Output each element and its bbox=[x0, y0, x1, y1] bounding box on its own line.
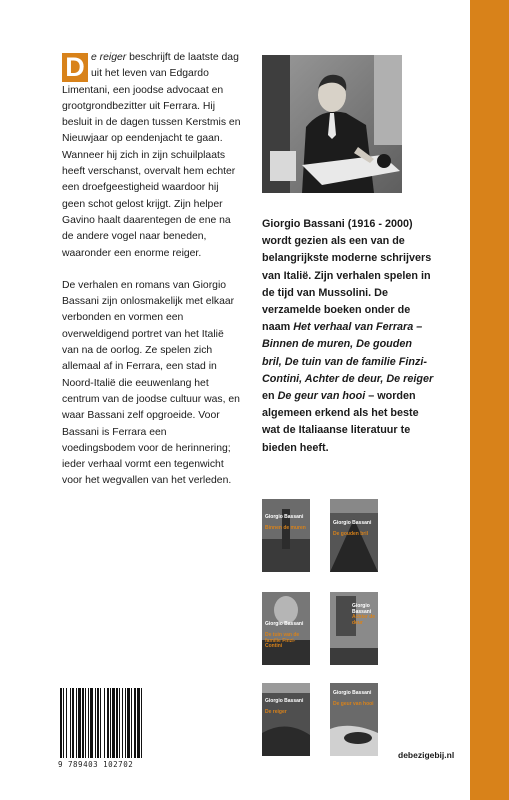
barcode-bar bbox=[125, 688, 126, 758]
barcode-bar bbox=[110, 688, 111, 758]
author-portrait bbox=[262, 55, 402, 193]
barcode-bar bbox=[72, 688, 74, 758]
barcode-bar bbox=[116, 688, 118, 758]
barcode-bar bbox=[82, 688, 84, 758]
barcode-bar bbox=[90, 688, 93, 758]
barcode-bar bbox=[100, 688, 101, 758]
author-bio bbox=[262, 216, 434, 457]
barcode-bar bbox=[76, 688, 77, 758]
intro-paragraph bbox=[62, 50, 242, 262]
barcode-bar bbox=[95, 688, 96, 758]
barcode-bar bbox=[78, 688, 81, 758]
barcode-bar bbox=[107, 688, 109, 758]
description-column bbox=[62, 50, 242, 490]
bio-text-2: en bbox=[262, 390, 278, 403]
cover-title: De geur van hooi bbox=[333, 701, 374, 707]
cover-title: De gouden bril bbox=[333, 531, 368, 537]
barcode-bar bbox=[127, 688, 130, 758]
bio-book-series: Het verhaal van Ferrara – Binnen de muren, De gouden bril, De tuin van de familie Finzi-Contini, Achter de deur, De reiger bbox=[262, 321, 434, 385]
barcode-bar bbox=[104, 688, 105, 758]
cover-author: Giorgio Bassani bbox=[333, 690, 372, 696]
barcode-bar bbox=[141, 688, 142, 758]
bio-text-1: Giorgio Bassani (1916 - 2000) wordt gezien als een van de belangrijkste moderne schrijvers van Italië. Zijn verhalen spelen in de tijd van Mussolini. De verzamelde boeken onder de naam bbox=[262, 218, 432, 334]
body-paragraph: De verhalen en romans van Giorgio Bassani zijn onlosmakelijk met elkaar verbonden en vormen een overweldigend portret van het Italië van na de oorlog. Ze spelen zich allemaal af in Ferrara, een stad in Noord-Italië die eeuwenlang het centrum van de joodse cultuur was, en waar Bassani zelf opgroeide. Voor Bassani is Ferrara een voedingsbodem voor de herinnering; ieder verhaal vormt een tegenwicht voor het wegvallen van het verleden. bbox=[62, 279, 240, 487]
cover-author: Giorgio Bassani bbox=[333, 520, 372, 526]
cover-photo bbox=[262, 592, 310, 665]
barcode-bar bbox=[119, 688, 120, 758]
barcode-bar bbox=[134, 688, 136, 758]
cover-title: De tuin van de familie Finzi-Contini bbox=[265, 632, 300, 649]
barcode-bar bbox=[88, 688, 89, 758]
cover-title: Binnen de muren bbox=[265, 525, 306, 531]
barcode-bar bbox=[66, 688, 67, 758]
cover-title: Achter de deur bbox=[352, 614, 376, 626]
cover-photo bbox=[262, 499, 310, 572]
cover-author: Giorgio Bassani bbox=[265, 514, 304, 520]
isbn-number: 9 789403 102702 bbox=[58, 760, 134, 769]
drop-cap: D bbox=[62, 53, 88, 82]
cover-author: Giorgio Bassani bbox=[352, 603, 372, 615]
cover-photo bbox=[262, 683, 310, 756]
book-cover bbox=[330, 592, 378, 665]
barcode-bar bbox=[63, 688, 64, 758]
barcode-bar bbox=[60, 688, 62, 758]
barcode-bar bbox=[122, 688, 123, 758]
barcode-bar bbox=[112, 688, 115, 758]
book-cover bbox=[262, 499, 310, 572]
book-cover bbox=[330, 683, 378, 756]
intro-text: beschrijft de laatste dag uit het leven van Edgardo Limentani, een joodse advocaat en grootgrondbezitter uit Ferrara. Hij besluit in de dagen tussen Kerstmis en Nieuwjaar op eendenjacht te gaan. Wanneer hij zich in zijn schuilplaats heeft verschanst, overvalt hem echter een droefgeestigheid waardoor hij geen schot gelost krijgt. Zijn helper Gavino haalt daarentegen de ene na de andere vogel naar beneden, waaronder een enorme reiger. bbox=[62, 52, 241, 259]
book-cover bbox=[262, 683, 310, 756]
cover-title: De reiger bbox=[265, 709, 287, 715]
publisher-url: debezigebij.nl bbox=[398, 750, 455, 760]
barcode-bar bbox=[137, 688, 140, 758]
bio-book-hooi: De geur van hooi bbox=[277, 390, 366, 403]
book-title-italic: e reiger bbox=[91, 52, 127, 63]
book-cover bbox=[262, 592, 310, 665]
barcode bbox=[58, 688, 178, 758]
author-photo-illustration bbox=[262, 55, 402, 193]
bio-text-3: – worden algemeen erkend als het beste wat de Italiaanse literatuur te bieden heeft. bbox=[262, 390, 419, 454]
cover-author: Giorgio Bassani bbox=[265, 698, 304, 704]
barcode-bar bbox=[97, 688, 99, 758]
barcode-bar bbox=[85, 688, 86, 758]
cover-author: Giorgio Bassani bbox=[265, 621, 304, 627]
barcode-bar bbox=[131, 688, 132, 758]
orange-side-stripe bbox=[470, 0, 509, 800]
book-cover bbox=[330, 499, 378, 572]
barcode-bar bbox=[70, 688, 71, 758]
